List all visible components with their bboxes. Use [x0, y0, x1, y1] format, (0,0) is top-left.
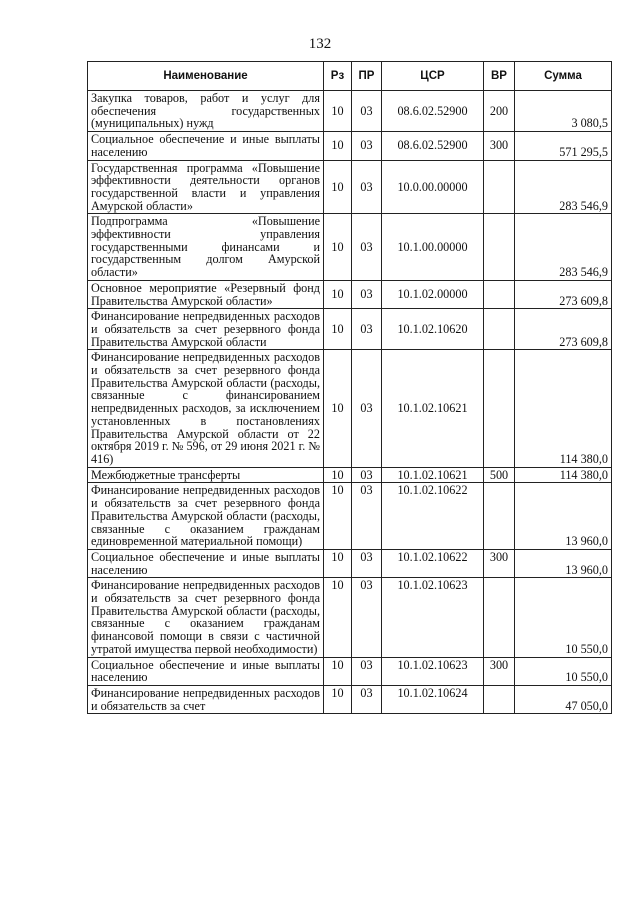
header-pr: ПР: [352, 62, 382, 91]
row-pr: 03: [352, 280, 382, 308]
row-pr: 03: [352, 578, 382, 657]
table-row: [88, 467, 612, 483]
row-sum: 13 960,0: [515, 483, 612, 550]
row-name: Финансирование непредвиденных расходов и обязательств за счет резервного фонда Правительства Амурской области: [88, 309, 324, 350]
row-sum: 273 609,8: [515, 309, 612, 350]
row-pr: 03: [352, 91, 382, 132]
header-row: [88, 62, 612, 91]
row-sum: 283 546,9: [515, 160, 612, 214]
row-csr: 10.1.02.10622: [382, 549, 484, 577]
row-pr: 03: [352, 214, 382, 281]
row-pr: 03: [352, 657, 382, 685]
row-rz: 10: [324, 657, 352, 685]
row-name: Финансирование непредвиденных расходов и обязательств за счет резервного фонда Правительства Амурской области (расходы, связанные с оказанием гражданам единовременной материальной помощи): [88, 483, 324, 550]
row-pr: 03: [352, 549, 382, 577]
table-row: [88, 685, 612, 713]
budget-table: [87, 61, 612, 714]
row-pr: 03: [352, 685, 382, 713]
row-vr: [484, 350, 515, 467]
row-vr: 300: [484, 657, 515, 685]
row-csr: 10.1.02.10621: [382, 467, 484, 483]
row-pr: 03: [352, 160, 382, 214]
row-csr: 08.6.02.52900: [382, 132, 484, 160]
table-row: [88, 91, 612, 132]
row-rz: 10: [324, 483, 352, 550]
row-csr: 10.0.00.00000: [382, 160, 484, 214]
row-vr: 300: [484, 549, 515, 577]
row-sum: 47 050,0: [515, 685, 612, 713]
row-vr: [484, 214, 515, 281]
row-name: Социальное обеспечение и иные выплаты населению: [88, 657, 324, 685]
table-row: [88, 549, 612, 577]
row-vr: [484, 160, 515, 214]
row-csr: 10.1.02.10620: [382, 309, 484, 350]
table-row: [88, 132, 612, 160]
row-name: Государственная программа «Повышение эффективности деятельности органов государственной власти и управления Амурской области»: [88, 160, 324, 214]
row-csr: 08.6.02.52900: [382, 91, 484, 132]
row-vr: [484, 280, 515, 308]
row-csr: 10.1.02.10621: [382, 350, 484, 467]
row-rz: 10: [324, 578, 352, 657]
row-pr: 03: [352, 309, 382, 350]
row-csr: 10.1.02.10624: [382, 685, 484, 713]
row-name: Финансирование непредвиденных расходов и обязательств за счет: [88, 685, 324, 713]
row-rz: 10: [324, 132, 352, 160]
row-vr: [484, 483, 515, 550]
row-vr: 500: [484, 467, 515, 483]
row-sum: 283 546,9: [515, 214, 612, 281]
row-name: Закупка товаров, работ и услуг для обеспечения государственных (муниципальных) нужд: [88, 91, 324, 132]
row-rz: 10: [324, 549, 352, 577]
row-name: Межбюджетные трансферты: [88, 467, 324, 483]
table-row: [88, 578, 612, 657]
table-row: [88, 309, 612, 350]
row-rz: 10: [324, 685, 352, 713]
table-row: [88, 280, 612, 308]
header-csr: ЦСР: [382, 62, 484, 91]
row-rz: 10: [324, 467, 352, 483]
row-vr: 200: [484, 91, 515, 132]
table-row: [88, 483, 612, 550]
row-rz: 10: [324, 280, 352, 308]
row-vr: 300: [484, 132, 515, 160]
row-sum: 114 380,0: [515, 350, 612, 467]
row-rz: 10: [324, 160, 352, 214]
row-rz: 10: [324, 91, 352, 132]
table-row: [88, 160, 612, 214]
row-pr: 03: [352, 350, 382, 467]
header-sum: Сумма: [515, 62, 612, 91]
row-sum: 10 550,0: [515, 578, 612, 657]
header-rz: Рз: [324, 62, 352, 91]
row-csr: 10.1.00.00000: [382, 214, 484, 281]
row-pr: 03: [352, 483, 382, 550]
table-row: [88, 657, 612, 685]
row-sum: 114 380,0: [515, 467, 612, 483]
row-rz: 10: [324, 214, 352, 281]
table-row: [88, 214, 612, 281]
row-pr: 03: [352, 132, 382, 160]
row-vr: [484, 685, 515, 713]
row-vr: [484, 309, 515, 350]
row-sum: 571 295,5: [515, 132, 612, 160]
row-rz: 10: [324, 309, 352, 350]
row-sum: 3 080,5: [515, 91, 612, 132]
row-name: Социальное обеспечение и иные выплаты населению: [88, 549, 324, 577]
page-number: 132: [308, 36, 332, 52]
header-vr: ВР: [484, 62, 515, 91]
row-sum: 273 609,8: [515, 280, 612, 308]
row-csr: 10.1.02.10623: [382, 657, 484, 685]
row-rz: 10: [324, 350, 352, 467]
row-csr: 10.1.02.10622: [382, 483, 484, 550]
table-row: [88, 350, 612, 467]
row-csr: 10.1.02.00000: [382, 280, 484, 308]
row-name: Подпрограмма «Повышение эффективности управления государственными финансами и государственным долгом Амурской области»: [88, 214, 324, 281]
header-name: Наименование: [88, 62, 324, 91]
row-name: Финансирование непредвиденных расходов и обязательств за счет резервного фонда Правительства Амурской области (расходы, связанные с финансированием непредвиденных расходов, за исключением установленных в постановлениях Правительства Амурской области от 22 октября 2019 г. № 596, от 29 июня 2021 г. № 416): [88, 350, 324, 467]
row-name: Основное мероприятие «Резервный фонд Правительства Амурской области»: [88, 280, 324, 308]
row-pr: 03: [352, 467, 382, 483]
row-name: Социальное обеспечение и иные выплаты населению: [88, 132, 324, 160]
row-name: Финансирование непредвиденных расходов и обязательств за счет резервного фонда Правительства Амурской области (расходы, связанные с оказанием гражданам финансовой помощи в связи с частичной утратой имущества первой необходимости): [88, 578, 324, 657]
row-csr: 10.1.02.10623: [382, 578, 484, 657]
row-sum: 13 960,0: [515, 549, 612, 577]
row-sum: 10 550,0: [515, 657, 612, 685]
row-vr: [484, 578, 515, 657]
